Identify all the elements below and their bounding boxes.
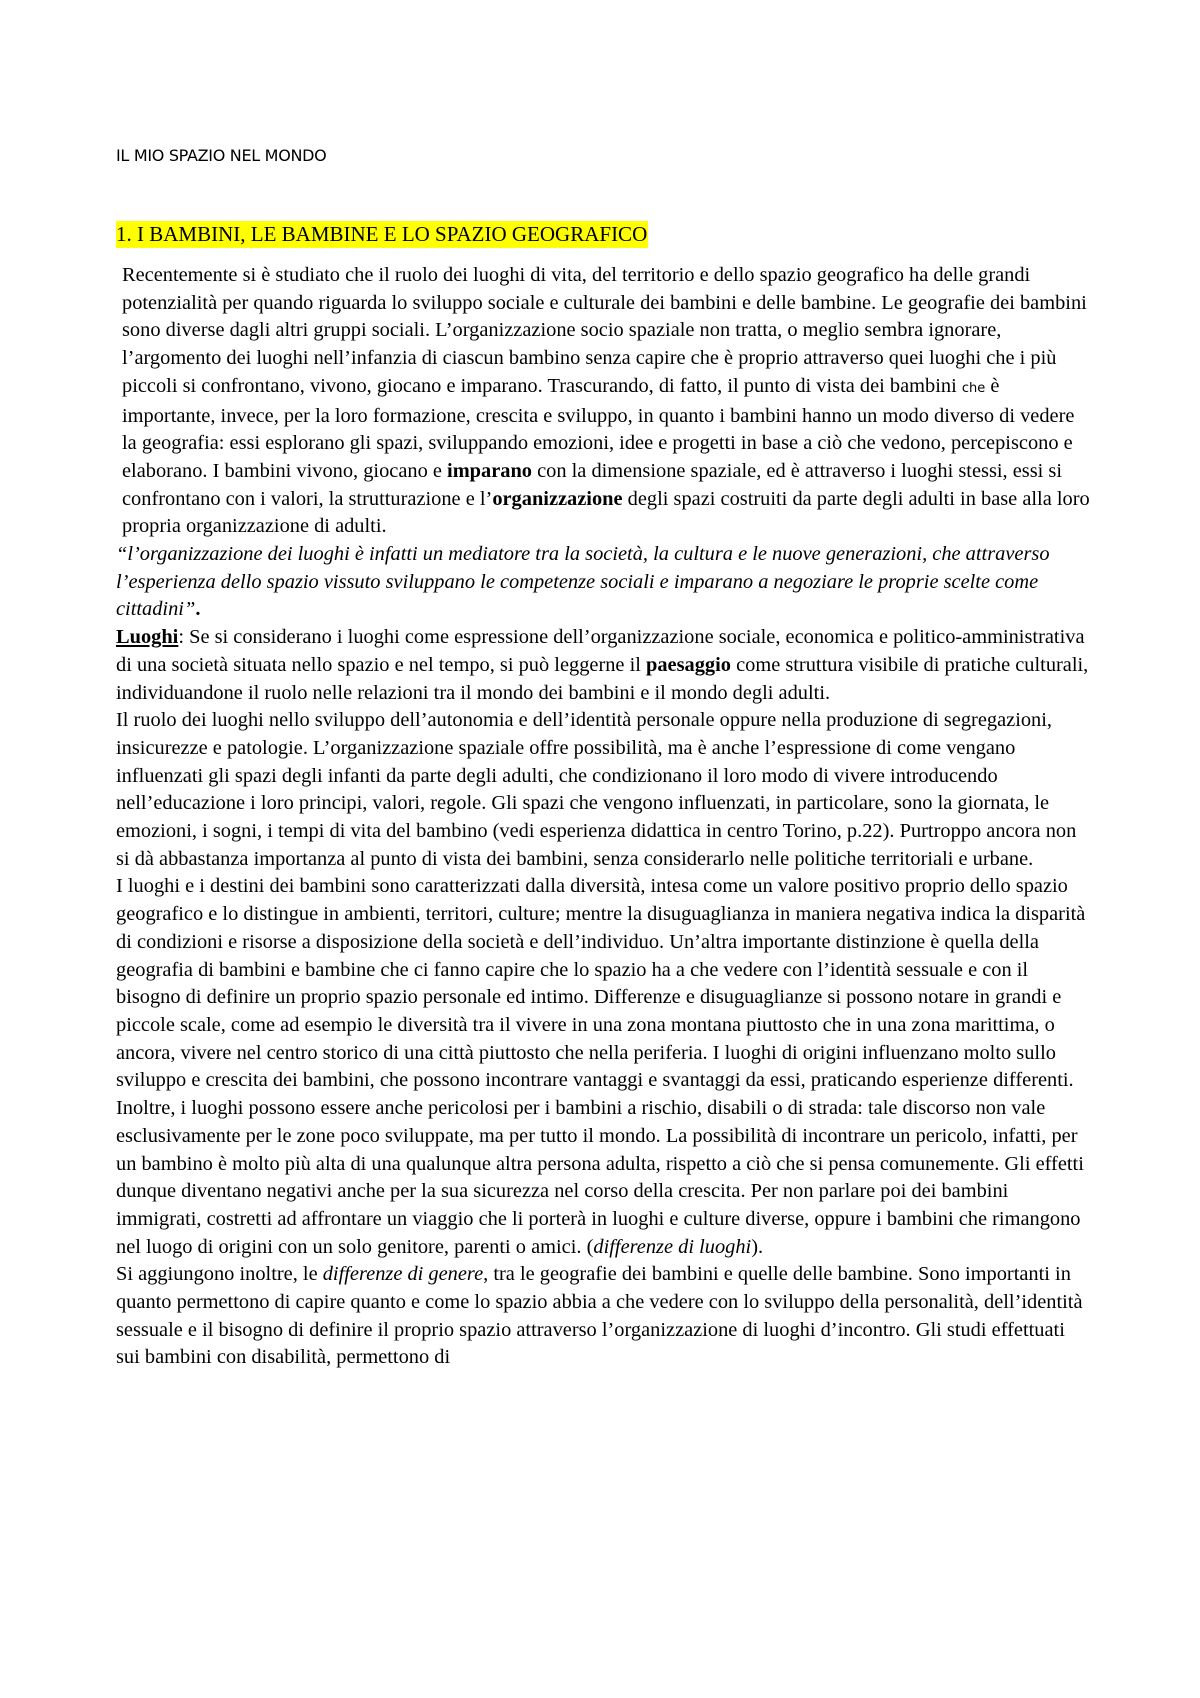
bold-term-organizzazione: organizzazione [492,487,623,510]
text-run: , tra le geografie dei bambini e quelle delle bambine. Sono importanti in quanto permettono di capire quanto e come lo spazio abbia a che vedere con lo sviluppo della personalità, dell’identità sessuale e il bisogno di definire il proprio spazio attraverso l’organizzazione di luoghi d’incontro. Gli studi effettuati sui bambini con disabilità, permettono di [116,1263,1083,1369]
document-body [116,262,1091,1372]
section-heading-highlight: 1. I BAMBINI, LE BAMBINE E LO SPAZIO GEOGRAFICO [116,222,648,246]
quote-text: “l’organizzazione dei luoghi è infatti un mediatore tra la società, la cultura e le nuove generazioni, che attraverso l’esperienza dello spazio vissuto sviluppano le competenze sociali e imparano a negoziare le proprie scelte come cittadini” [116,543,1050,621]
text-run: Si aggiungono inoltre, le [116,1263,323,1286]
text-run: come struttura visibile di pratiche culturali, individuandone il ruolo nelle relazioni tra il mondo dei bambini e il mondo degli adulti. [116,653,1089,704]
italic-term-differenze-di-genere: differenze di genere [322,1263,484,1286]
quote-paragraph [116,541,1091,624]
paragraph-genere [116,1261,1091,1372]
text-run: con la dimensione spaziale, ed è attraverso i luoghi stessi, essi si confrontano con i valori, la strutturazione e l’ [122,459,1063,510]
text-run: ). [751,1235,764,1258]
bold-term-paesaggio: paesaggio [646,653,731,676]
text-run: I luoghi e i destini dei bambini sono caratterizzati dalla diversità, intesa come un valore positivo proprio dello spazio geografico e lo distingue in ambienti, territori, culture; mentre la disuguaglianza in maniera negativa indica la disparità di condizioni e risorse a disposizione della società e dell’individuo. Un’altra importante distinzione è quella della geografia di bambini e bambine che ci fanno capire che lo spazio ha a che vedere con l’identità sessuale e con il bisogno di definire un proprio spazio personale ed intimo. Differenze e disuguaglianze si possono notare in grandi e piccole scale, come ad esempio le diversità tra il vivere in una zona montana piuttosto che in una zona marittima, o ancora, vivere nel centro storico di una città piuttosto che nella periferia. I luoghi di origini influenzano molto sullo sviluppo e crescita dei bambini, che possono incontrare vantaggi e svantaggi da essi, praticando esperienze differenti. Inoltre, i luoghi possono essere anche pericolosi per i bambini a rischio, disabili o di strada: tale discorso non vale esclusivamente per le zone poco sviluppate, ma per tutto il mondo. La possibilità di incontrare un pericolo, infatti, per un bambino è molto più alta di una qualunque altra persona adulta, rispetto a ciò che si pensa comunemente. Gli effetti dunque diventano negativi anche per la sua sicurezza nel corso della crescita. Per non parlare poi dei bambini immigrati, costretti ad affrontare un viaggio che li porterà in luoghi e culture diverse, oppure i bambini che rimangono nel luogo di origini con un solo genitore, parenti o amici. ( [116,875,1086,1258]
italic-term-differenze-di-luoghi: differenze di luoghi [593,1235,752,1258]
paragraph-destini [116,873,1091,1261]
text-run: : Se si considerano i luoghi come espressione dell’organizzazione sociale, economica e politico-amministrativa di una società situata nello spazio e nel tempo, si può leggerne il [116,626,1085,676]
quote-end: . [195,598,201,621]
text-run: che [961,380,986,396]
text-run: degli spazi costruiti da parte degli adulti in base alla loro propria organizzazione di adulti. [122,487,1090,538]
text-run: è importante, invece, per la loro formazione, crescita e sviluppo, in quanto i bambini hanno un modo diverso di vedere la geografia: essi esplorano gli spazi, sviluppando emozioni, idee e progetti in base a ciò che vedono, percepiscono e elaborano. I bambini vivono, giocano e [122,374,1075,482]
paragraph-ruolo: Il ruolo dei luoghi nello sviluppo dell’autonomia e dell’identità personale oppure nella produzione di segregazioni, insicurezze e patologie. L’organizzazione spaziale offre possibilità, ma è anche l’espressione di come vengano influenzati gli spazi degli infanti da parte degli adulti, che condizionano il loro modo di vivere introducendo nell’educazione i loro principi, valori, regole. Gli spazi che vengono influenzati, in particolare, sono la giornata, le emozioni, i sogni, i tempi di vita del bambino (vedi esperienza didattica in centro Torino, p.22). Purtroppo ancora non si dà abbastanza importanza al punto di vista dei bambini, senza considerarlo nelle politiche territoriali e urbane. [116,709,1077,870]
bold-term-imparano: imparano [447,459,532,482]
paragraph-intro [116,262,1091,541]
section-heading [116,221,648,247]
text-run: Recentemente si è studiato che il ruolo dei luoghi di vita, del territorio e dello spazio geografico ha delle grandi potenzialità per quando riguarda lo sviluppo sociale e culturale dei bambini e delle bambine. Le geografie dei bambini sono diverse dagli altri gruppi sociali. L’organizzazione socio spaziale non tratta, o meglio sembra ignorare, l’argomento dei luoghi nell’infanzia di ciascun bambino senza capire che è proprio attraverso quei luoghi che i più piccoli si confrontano, vivono, giocano e imparano. Trascurando, di fatto, il punto di vista dei bambini [122,264,1087,397]
term-luoghi: Luoghi [116,626,179,649]
paragraph-luoghi [116,624,1091,707]
document-title: IL MIO SPAZIO NEL MONDO [116,146,327,165]
